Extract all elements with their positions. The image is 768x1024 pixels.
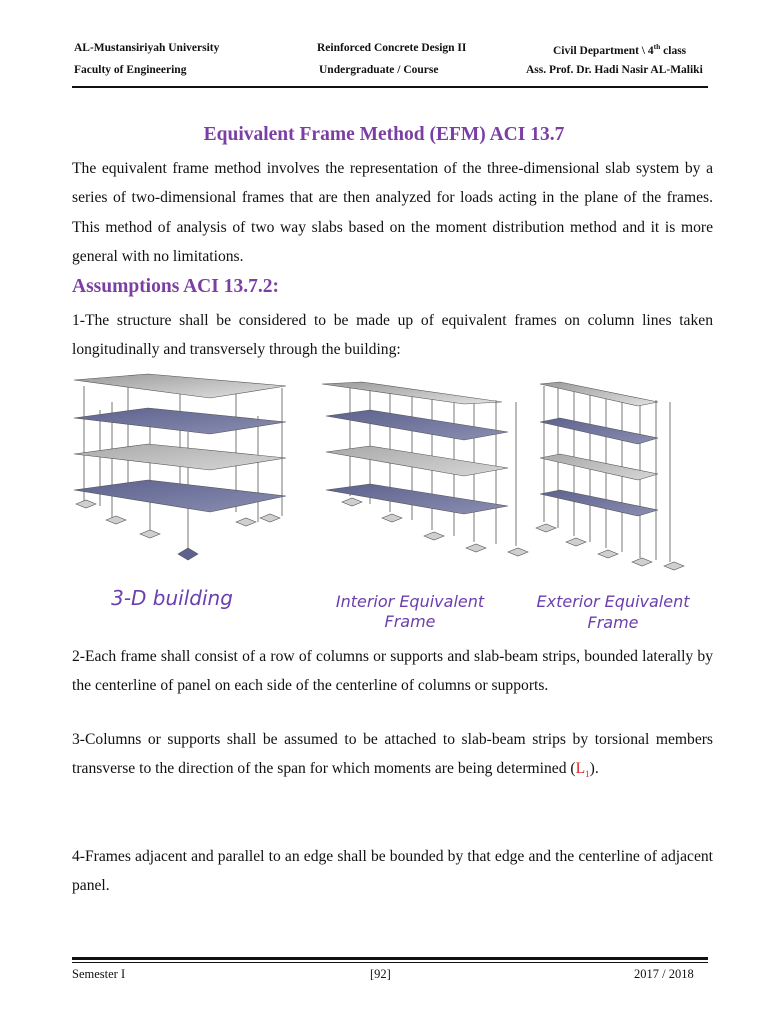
building-3d-drawing	[74, 374, 286, 560]
header-university: AL-Mustansiriyah University	[74, 42, 220, 54]
equivalent-frame-figure	[60, 372, 720, 592]
page-title: Equivalent Frame Method (EFM) ACI 13.7	[203, 124, 565, 145]
caption-interior-line2: Frame	[384, 612, 436, 631]
header-instructor: Ass. Prof. Dr. Hadi Nasir AL-Maliki	[526, 64, 703, 76]
assumptions-heading: Assumptions ACI 13.7.2:	[72, 276, 279, 297]
caption-exterior-line1: Exterior Equivalent	[536, 592, 690, 611]
caption-interior-line1: Interior Equivalent	[335, 592, 485, 611]
footer-page-number: [92]	[370, 967, 391, 981]
footer-rule-thick	[72, 957, 708, 960]
assumption-item-4: 4-Frames adjacent and parallel to an edge shall be bounded by that edge and the centerline of adjacent panel.	[72, 848, 713, 895]
footer-rule-thin	[72, 962, 708, 963]
footer-year: 2017 / 2018	[634, 967, 694, 981]
span-symbol-l1: $L_1$	[575, 760, 590, 780]
header-course: Reinforced Concrete Design II	[317, 42, 467, 54]
header-department: Civil Department \ 4th class	[553, 42, 687, 57]
exterior-frame-drawing	[536, 382, 684, 570]
assumption-item-1: 1-The structure shall be considered to be made up of equivalent frames on column lines taken longitudinally and transversely through the building:	[72, 312, 713, 359]
header-faculty: Faculty of Engineering	[74, 64, 187, 76]
interior-frame-drawing	[322, 382, 528, 556]
header-course-type: Undergraduate / Course	[319, 64, 439, 76]
caption-3d-building: 3-D building	[111, 586, 233, 610]
intro-paragraph: The equivalent frame method involves the representation of the three-dimensional slab system by a series of two-dimensional frames that are then analyzed for loads acting in the plane of the frames. This method of analysis of two way slabs based on the moment distribution method and it is more general with no limitations.	[72, 160, 713, 266]
caption-exterior-line2: Frame	[587, 613, 639, 632]
assumption-item-3: 3-Columns or supports shall be assumed to be attached to slab-beam strips by torsional members transverse to the direction of the span for which moments are being determined $(L_1)$.	[72, 731, 713, 780]
assumption-item-2: 2-Each frame shall consist of a row of columns or supports and slab-beam strips, bounded laterally by the centerline of panel on each side of the centerline of columns or supports.	[72, 648, 713, 695]
header-rule	[72, 86, 708, 88]
footer-semester: Semester I	[72, 967, 126, 981]
